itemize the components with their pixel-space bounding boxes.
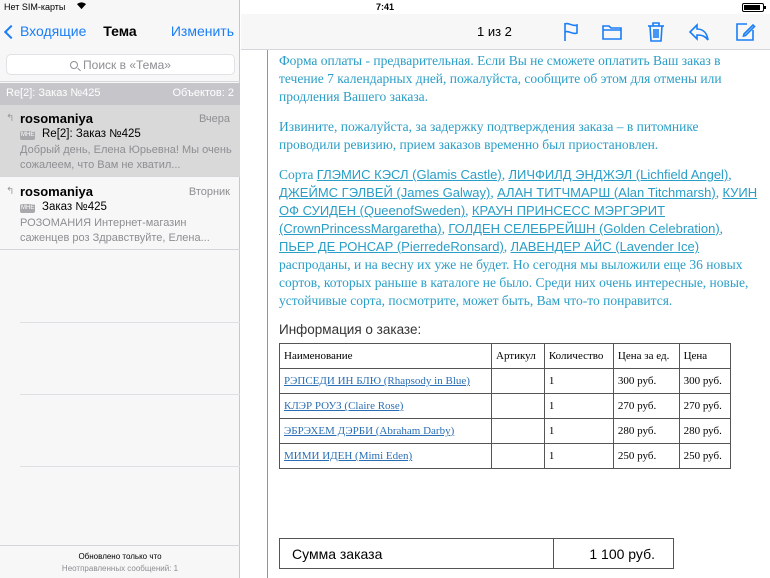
varieties-prefix: Сорта bbox=[279, 167, 317, 182]
table-header: Количество bbox=[544, 344, 613, 369]
table-cell: 270 руб. bbox=[613, 394, 679, 419]
product-link[interactable]: МИМИ ИДЕН (Mimi Eden) bbox=[280, 444, 492, 469]
message-subject: Заказ №425 bbox=[42, 201, 107, 213]
status-bar bbox=[0, 0, 770, 14]
message-subject: Re[2]: Заказ №425 bbox=[42, 128, 141, 140]
table-cell bbox=[492, 419, 545, 444]
replied-icon: ↰ bbox=[6, 113, 15, 124]
battery-icon bbox=[742, 3, 764, 12]
variety-link[interactable]: ЛИЧФИЛД ЭНДЖЭЛ (Lichfield Angel) bbox=[508, 167, 729, 182]
trash-icon[interactable] bbox=[644, 20, 668, 44]
varieties-paragraph: Сорта ГЛЭМИС КЭСЛ (Glamis Castle), ЛИЧФИЛД ЭНДЖЭЛ (Lichfield Angel), ДЖЕЙМС ГЭЛВЕЙ (James Galway), АЛАН ТИТЧМАРШ (Alan Titchmarsh), КУИН ОФ СУИДЕН (QueenofSweden), КРАУН ПРИНСЕСС МЭРГЭРИТ (CrownPrincessMargaretha), ГОЛДЕН СЕЛЕБРЕЙШН (Golden Celebration), ПЬЕР ДЕ РОНСАР (PierredeRonsard), ЛАВЕНДЕР АЙС (Lavender Ice) распроданы, и на весну их уже не будет. Но сегодня мы выложили еще 36 новых сортов, которых раньше в каталоге не было. Среди них очень интересные, новые, устойчивые сорта, посмотрите, может быть, Вам что-то понравится. bbox=[279, 167, 758, 308]
table-cell bbox=[492, 444, 545, 469]
product-link[interactable]: ЭБРЭХЕМ ДЭРБИ (Abraham Darby) bbox=[280, 419, 492, 444]
carrier-label: Нет SIM-карты bbox=[4, 2, 66, 12]
thread-subject: Re[2]: Заказ №425 bbox=[6, 87, 101, 99]
to-me-badge: МНЕ bbox=[21, 205, 35, 211]
mailbox-pane bbox=[0, 0, 240, 578]
table-header: Цена bbox=[679, 344, 730, 369]
table-row bbox=[280, 369, 731, 394]
table-cell: 1 bbox=[544, 444, 613, 469]
to-me-badge: МНЕ bbox=[21, 132, 35, 138]
thread-header bbox=[0, 83, 240, 105]
table-cell: 280 руб. bbox=[613, 419, 679, 444]
unsent-status: Неотправленных сообщений: 1 bbox=[61, 564, 179, 573]
updated-status: Обновлено только что bbox=[78, 552, 162, 561]
chevron-left-icon bbox=[4, 24, 18, 38]
variety-link[interactable]: ГЛЭМИС КЭСЛ (Glamis Castle) bbox=[316, 167, 502, 182]
table-header: Наименование bbox=[280, 344, 492, 369]
sum-label: Сумма заказа bbox=[280, 539, 554, 569]
variety-link[interactable]: ЛАВЕНДЕР АЙС (Lavender Ice) bbox=[510, 239, 700, 254]
table-row bbox=[280, 419, 731, 444]
list-divider bbox=[20, 466, 240, 467]
table-row bbox=[280, 444, 731, 469]
product-link[interactable]: КЛЭР РОУЗ (Claire Rose) bbox=[280, 394, 492, 419]
variety-link[interactable]: ПЬЕР ДЕ РОНСАР (PierredeRonsard) bbox=[279, 239, 504, 254]
reply-icon[interactable] bbox=[687, 20, 711, 44]
message-date: Вторник bbox=[188, 186, 230, 198]
variety-link[interactable]: КРАУН ПРИНСЕСС МЭРГЭРИТ (CrownPrincessMargaretha) bbox=[279, 203, 666, 236]
message-date: Вчера bbox=[198, 113, 230, 125]
clock: 7:41 bbox=[376, 2, 395, 12]
variety-link[interactable]: ДЖЕЙМС ГЭЛВЕЙ (James Galway) bbox=[279, 185, 491, 200]
table-header: Артикул bbox=[492, 344, 545, 369]
variety-link[interactable]: ГОЛДЕН СЕЛЕБРЕЙШН (Golden Celebration) bbox=[448, 221, 720, 236]
back-label: Входящие bbox=[20, 23, 87, 39]
order-table bbox=[279, 343, 731, 469]
message-pager: 1 из 2 bbox=[477, 24, 512, 39]
payment-paragraph: Форма оплаты - предварительная. Если Вы не сможете оплатить Ваш заказ в течение 7 календарных дней, пожалуйста, сообщите об этом для отмены или продления Вашего заказа. bbox=[279, 53, 722, 104]
table-cell: 1 bbox=[544, 369, 613, 394]
compose-icon[interactable] bbox=[733, 20, 757, 44]
message-preview: Добрый день, Елена Юрьевна! Мы очень сожалеем, что Вам не хватил... bbox=[20, 144, 232, 171]
search-icon bbox=[70, 61, 78, 69]
order-sum-table bbox=[279, 538, 674, 569]
table-cell bbox=[492, 394, 545, 419]
table-header-row bbox=[280, 344, 731, 369]
back-button[interactable] bbox=[6, 23, 86, 39]
message-preview: РОЗОМАНИЯ Интернет-магазин саженцев роз Здравствуйте, Елена... bbox=[20, 217, 210, 244]
varieties-suffix: распроданы, и на весну их уже не будет. Но сегодня мы выложили еще 36 новых сортов, которых раньше в каталоге не было. Среди них очень интересные, новые, устойчивые сорта, посмотрите, может быть, Вам что-то понравится. bbox=[279, 257, 749, 308]
sum-value: 1 100 руб. bbox=[554, 539, 674, 569]
folder-icon[interactable] bbox=[600, 20, 624, 44]
order-info-heading: Информация о заказе: bbox=[279, 322, 422, 337]
thread-title: Тема bbox=[103, 23, 137, 39]
table-cell: 250 руб. bbox=[679, 444, 730, 469]
message-body bbox=[267, 50, 770, 578]
search-bar bbox=[0, 50, 240, 82]
table-cell: 280 руб. bbox=[679, 419, 730, 444]
table-cell: 300 руб. bbox=[679, 369, 730, 394]
table-row bbox=[280, 394, 731, 419]
message-row[interactable] bbox=[0, 178, 240, 250]
replied-icon: ↰ bbox=[6, 186, 15, 197]
table-cell: 270 руб. bbox=[679, 394, 730, 419]
list-divider bbox=[20, 322, 240, 323]
table-header: Цена за ед. bbox=[613, 344, 679, 369]
apology-paragraph: Извините, пожалуйста, за задержку подтверждения заказа – в питомнике проводили ревизию, прием заказов временно был приостановлен. bbox=[279, 119, 699, 152]
message-toolbar bbox=[241, 14, 770, 50]
search-input[interactable] bbox=[6, 54, 235, 75]
message-sender: rosomaniya bbox=[20, 111, 93, 126]
message-sender: rosomaniya bbox=[20, 184, 93, 199]
variety-link[interactable]: АЛАН ТИТЧМАРШ (Alan Titchmarsh) bbox=[497, 185, 716, 200]
sum-row bbox=[280, 539, 674, 569]
message-pane bbox=[241, 0, 770, 578]
list-divider bbox=[20, 394, 240, 395]
mailbox-navbar bbox=[0, 14, 240, 50]
wifi-icon bbox=[76, 1, 87, 12]
product-link[interactable]: РЭПСЕДИ ИН БЛЮ (Rhapsody in Blue) bbox=[280, 369, 492, 394]
table-cell: 250 руб. bbox=[613, 444, 679, 469]
message-body-inner bbox=[279, 52, 759, 469]
thread-count: Объектов: 2 bbox=[172, 87, 234, 99]
search-placeholder: Поиск в «Тема» bbox=[83, 57, 171, 72]
table-cell: 300 руб. bbox=[613, 369, 679, 394]
mailbox-footer bbox=[0, 545, 240, 578]
variety-link[interactable]: КУИН ОФ СУИДЕН (QueenofSweden) bbox=[279, 185, 758, 218]
table-cell: 1 bbox=[544, 394, 613, 419]
edit-button[interactable]: Изменить bbox=[170, 23, 234, 39]
flag-icon[interactable] bbox=[559, 20, 583, 44]
table-cell: 1 bbox=[544, 419, 613, 444]
table-cell bbox=[492, 369, 545, 394]
message-row[interactable] bbox=[0, 105, 240, 177]
